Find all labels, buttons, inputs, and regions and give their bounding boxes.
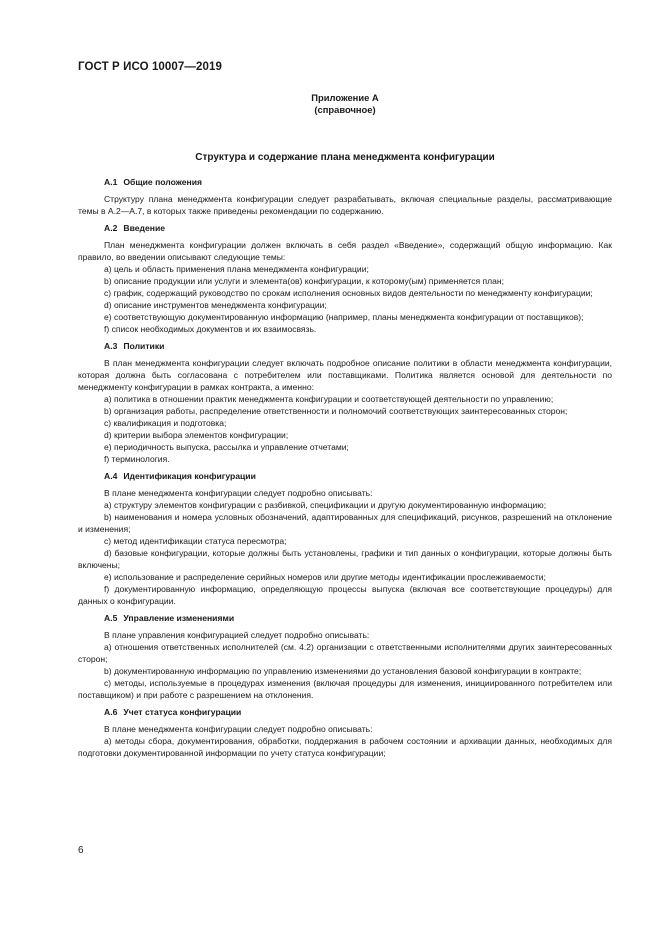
paragraph: c) график, содержащий руководство по срокам исполнения основных видов деятельности по менеджменту конфигурации; xyxy=(104,288,593,298)
paragraph: В плане менеджмента конфигурации следует подробно описывать: xyxy=(104,488,373,498)
document-body xyxy=(78,177,612,765)
section-number: А.1 xyxy=(104,177,118,187)
section-2 xyxy=(78,223,612,335)
section-number: А.4 xyxy=(104,471,118,481)
section-number: А.3 xyxy=(104,341,118,351)
document-code-header: ГОСТ Р ИСО 10007—2019 xyxy=(78,61,223,73)
paragraph: b) описание продукции или услуги и элемента(ов) конфигурации, к которому(ым) применяется план; xyxy=(104,276,504,286)
paragraph: c) методы, используемые в процедурах изменения (включая процедуры для изменения, инициированного потребителем или поставщиком) и при работе с разрешением на отклонения. xyxy=(78,678,612,700)
paragraph: c) квалификация и подготовка; xyxy=(104,418,227,428)
annex-heading xyxy=(0,92,661,116)
paragraph: a) цель и область применения плана менеджмента конфигурации; xyxy=(104,264,369,274)
section-title: Управление изменениями xyxy=(123,613,235,623)
section-3 xyxy=(78,341,612,465)
section-number: А.5 xyxy=(104,613,118,623)
paragraph: В плане управления конфигурацией следует подробно описывать: xyxy=(104,630,370,640)
annex-note: (справочное) xyxy=(314,104,376,115)
section-title: Общие положения xyxy=(123,177,203,187)
section-heading xyxy=(78,341,612,352)
paragraph: e) периодичность выпуска, рассылка и управление отчетами; xyxy=(104,442,349,452)
section-number: А.2 xyxy=(104,223,118,233)
section-heading xyxy=(78,707,612,718)
section-number: А.6 xyxy=(104,707,118,717)
paragraph: b) организация работы, распределение ответственности и полномочий соответствующих заинтересованных сторон; xyxy=(104,406,568,416)
paragraph: f) терминология. xyxy=(104,454,170,464)
paragraph: f) документированную информацию, определяющую процессы выпуска (включая все соответствующие процедуры) для данных о конфигурации. xyxy=(78,584,612,606)
section-1 xyxy=(78,177,612,217)
paragraph: c) метод идентификации статуса пересмотра; xyxy=(104,536,287,546)
section-6 xyxy=(78,707,612,759)
section-title: Введение xyxy=(123,223,166,233)
paragraph: d) базовые конфигурации, которые должны быть установлены, графики и тип данных о конфигурации, которые должны быть включены; xyxy=(78,548,612,570)
section-4 xyxy=(78,471,612,607)
paragraph: a) структуру элементов конфигурации с разбивкой, спецификации и другую документированную информацию; xyxy=(104,500,547,510)
section-heading xyxy=(78,223,612,234)
page-number: 6 xyxy=(78,845,84,856)
paragraph: a) отношения ответственных исполнителей (см. 4.2) организации с ответственными исполнителями других заинтересованных сторон; xyxy=(78,642,612,664)
paragraph: План менеджмента конфигурации должен включать в себя раздел «Введение», содержащий общую информацию. Как правило, во введении описывают следующие темы: xyxy=(78,240,612,262)
section-title: Учет статуса конфигурации xyxy=(123,707,242,717)
paragraph: В плане менеджмента конфигурации следует подробно описывать: xyxy=(104,724,373,734)
paragraph: b) наименования и номера условных обозначений, адаптированных для спецификаций, рисунков, разрешений на отклонение и изменения; xyxy=(78,512,612,534)
section-heading xyxy=(78,177,612,188)
section-title: Идентификация конфигурации xyxy=(123,471,256,481)
annex-title: Приложение А xyxy=(311,92,379,103)
section-heading xyxy=(78,613,612,624)
paragraph: f) список необходимых документов и их взаимосвязь. xyxy=(104,324,317,334)
paragraph: b) документированную информацию по управлению изменениями до установления базовой конфигурации в контракте; xyxy=(104,666,582,676)
paragraph: В план менеджмента конфигурации следует включать подробное описание политики в области менеджмента конфигурации, которая должна быть согласована с потребителем или поставщиками. Политика является основой для деятельности по менеджменту конфигурации в рамках контракта, а именно: xyxy=(78,358,612,392)
paragraph: e) соответствующую документированную информацию (например, планы менеджмента конфигурации от поставщиков); xyxy=(104,312,584,322)
section-5 xyxy=(78,613,612,701)
paragraph: d) описание инструментов менеджмента конфигурации; xyxy=(104,300,327,310)
paragraph: a) политика в отношении практик менеджмента конфигурации и соответствующей деятельности по управлению; xyxy=(104,394,554,404)
main-title: Структура и содержание плана менеджмента конфигурации xyxy=(195,152,495,163)
paragraph: Структуру плана менеджмента конфигурации следует разрабатывать, включая специальные разделы, рассматривающие темы в А.2—А.7, в которых также приведены рекомендации по содержанию. xyxy=(78,194,612,216)
section-title: Политики xyxy=(123,341,165,351)
paragraph: e) использование и распределение серийных номеров или другие методы идентификации прослеживаемости; xyxy=(104,572,546,582)
paragraph: a) методы сбора, документирования, обработки, поддержания в рабочем состоянии и архивации данных, необходимых для подготовки документированной информации по учету статуса конфигурации; xyxy=(78,736,612,758)
section-heading xyxy=(78,471,612,482)
paragraph: d) критерии выбора элементов конфигурации; xyxy=(104,430,289,440)
